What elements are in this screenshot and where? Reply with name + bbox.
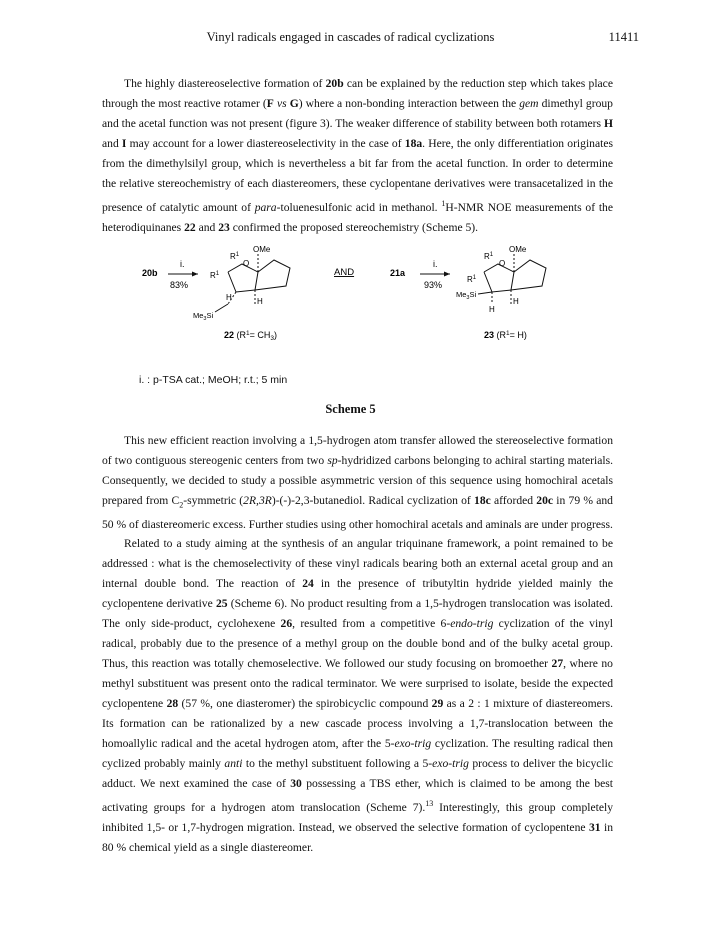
text-segment: . Here, the only differentiation originates from the dimethylsilyl group, which is nevertheless a bit far from the acetal function. In order to determine the relative stereochemistry of each diastereomers, these cyclopentane derivatives were transacetalized in the presence of catalytic amount of	[102, 137, 613, 214]
text-segment: exo-trig	[432, 757, 469, 770]
text-segment: )-(-)-2,3-butanediol. Radical cyclization of	[271, 494, 475, 507]
thf-ring	[228, 264, 258, 292]
text-segment: 28	[166, 697, 179, 710]
o-label: O	[243, 259, 250, 268]
text-segment: G	[289, 97, 299, 110]
h-left-label: H	[489, 305, 495, 314]
r1-left-label: $R^1$	[210, 271, 220, 280]
scheme-right	[390, 245, 546, 340]
text-segment: 25	[215, 597, 228, 610]
text-segment: and	[195, 220, 219, 234]
me3si-label: $Me_3Si$	[193, 311, 214, 322]
text-segment: can be explained by the reduction step which takes place through the most reactive rotamer (	[102, 77, 613, 110]
h-left-label: H	[226, 293, 232, 302]
scheme-title: Scheme 5	[325, 402, 376, 416]
text-segment: to the methyl substituent following a 5-	[242, 757, 433, 770]
text-segment: F	[266, 97, 274, 110]
text-segment: possessing a TBS ether, which is claimed to be among the best activating groups for a hydrogen atom translocation (Scheme 7).	[102, 777, 613, 814]
text-segment: cyclization. The resulting radical then cyclized probably mainly	[102, 737, 613, 770]
arrow-head-left	[192, 272, 198, 277]
paragraph-1	[102, 74, 613, 238]
compound-label-22: 22 $(R^1= CH_3)$	[224, 330, 278, 342]
text-segment: in the presence of tributyltin hydride yielded mainly the cyclopentene derivative	[102, 577, 614, 610]
reagent-label-left: i.	[180, 259, 185, 269]
text-segment: (Scheme 6). No product resulting from a 1,5-hydrogen translocation was isolated. The only side-product, cyclohexene	[102, 597, 613, 630]
text-segment: confirmed the proposed stereochemistry (Scheme 5).	[229, 220, 479, 234]
paragraph-2	[102, 431, 613, 535]
text-segment: vs	[276, 97, 287, 110]
text-segment: 31	[588, 820, 601, 834]
text-segment: 2R,3R	[243, 494, 272, 507]
text-segment: , resulted from a competitive 6-	[292, 617, 451, 630]
text-segment: 13	[425, 799, 434, 808]
text-segment: dimethyl group and the acetal function was not present (figure 3). The weaker difference of stability between both rotamers	[102, 97, 613, 130]
reactant-21a: 21a	[390, 268, 406, 278]
h-right-label: H	[257, 297, 263, 306]
text-segment: may account for a lower diastereoselectivity in the case of	[126, 137, 405, 150]
text-segment: The highly diastereoselective formation of	[124, 77, 326, 90]
text-segment: This new efficient reaction involving a 1,5-hydrogen atom transfer allowed the stereoselective formation of two contiguous stereogenic centers from two	[102, 434, 613, 467]
text-segment: cyclization of the vinyl radical, probably due to the presence of a methyl group on the double bond and of the bulky acetal group. Thus, this reaction was totally chemoselective. We followed our study focusing on bromoether	[102, 617, 614, 670]
text-segment: 24	[302, 577, 314, 590]
text-segment: I	[121, 137, 127, 150]
scheme-left	[142, 245, 290, 342]
text-segment: Interestingly, this group completely inhibited 1,5- or 1,7-hydrogen migration. Instead, we observed the selective formation of cyclopentene	[102, 800, 613, 834]
text-segment: -hydridized carbons belonging to achiral starting materials. Consequently, we decided to study a possible asymmetric version of this sequence using homochiral acetals prepared from C	[102, 454, 614, 507]
me3si-label: $Me_3Si$	[456, 290, 477, 301]
paragraph-3	[102, 534, 613, 858]
text-segment: Related to a study aiming at the synthesis of an angular triquinane framework, a point remained to be addressed : what is the chemoselectivity of these vinyl radicals bearing both an external acetal group and an internal double bond. The reaction of	[102, 537, 613, 590]
reagent-label-right: i.	[433, 259, 438, 269]
text-segment: anti	[224, 757, 243, 770]
molecule-23	[478, 254, 546, 304]
text-segment: 23	[218, 220, 230, 234]
text-segment: H-NMR NOE measurements of the heterodiquinanes	[102, 200, 613, 234]
yield-right: 93%	[424, 280, 443, 290]
running-title: Vinyl radicals engaged in cascades of radical cyclizations	[206, 30, 495, 44]
text-segment: ) where a non-bonding interaction between the	[298, 97, 520, 110]
text-segment: 18a	[404, 137, 423, 150]
and-label: AND	[334, 267, 355, 278]
text-segment: -toluenesulfonic acid in methanol.	[276, 200, 442, 214]
text-segment: as a 2 : 1 mixture of diastereomers. Its formation can be rationalized by a new cascade process involving a 1,7-translocation between the homoallylic radical and the acetal hydrogen atom, after the 5-	[102, 697, 614, 750]
page-number: 11411	[608, 30, 639, 44]
text-segment: 29	[431, 697, 444, 710]
text-segment: H	[603, 117, 613, 130]
yield-left: 83%	[170, 280, 189, 290]
reactant-20b: 20b	[142, 268, 158, 278]
text-segment: 22	[184, 220, 196, 234]
ome-label: OMe	[253, 245, 271, 254]
text-segment: 20b	[325, 77, 344, 90]
compound-label-23: 23 $(R^1= H)$	[484, 330, 527, 340]
molecule-22	[215, 254, 290, 312]
text-segment: 1	[441, 199, 446, 208]
cyclopentane-ring	[511, 260, 546, 290]
text-segment: para	[254, 200, 277, 214]
cyclopentane-ring	[255, 260, 290, 290]
page-header	[0, 30, 701, 50]
text-segment: 27	[551, 657, 564, 670]
scheme-svg	[0, 242, 701, 362]
si-bond	[215, 304, 228, 312]
text-segment: endo-trig	[450, 617, 494, 630]
r1-left-label: $R^1$	[467, 275, 477, 284]
h-right-label: H	[513, 297, 519, 306]
text-segment: -symmetric (	[183, 494, 244, 507]
text-segment: 30	[290, 777, 302, 790]
text-segment: gem	[519, 97, 539, 110]
scheme-5-figure	[0, 242, 701, 362]
text-segment: in 79 % and 50 % of diastereomeric excess. Further studies using other homochiral acetals and aminals are under progress.	[102, 494, 613, 532]
text-segment: and	[102, 137, 122, 150]
arrow-head-right	[444, 272, 450, 277]
text-segment: 18c	[474, 494, 491, 507]
text-segment: , where no methyl substituent was present onto the radical terminator. We were surprised to isolate, beside the expected cyclopentene	[102, 657, 613, 710]
text-segment: sp	[327, 454, 338, 467]
si-bond	[478, 292, 492, 294]
text-segment: exo-trig	[394, 737, 432, 750]
text-segment: 2	[179, 500, 184, 510]
text-segment: 26	[280, 617, 293, 630]
r1-top-label: $R^1$	[230, 252, 240, 261]
o-label: O	[499, 259, 506, 268]
text-segment: in 80 % chemical yield as a single diastereomer.	[102, 820, 613, 854]
text-segment: 20c	[536, 494, 554, 507]
r1-top-label: $R^1$	[484, 252, 494, 261]
text-segment: (57 %, one diasteromer) the spirobicyclic compound	[178, 697, 432, 710]
text-segment: afforded	[490, 494, 537, 507]
thf-ring	[484, 264, 514, 292]
scheme-footnote: i. : p-TSA cat.; MeOH; r.t.; 5 min	[139, 374, 288, 386]
text-segment: process to deliver the bicyclic adduct. We next examined the case of	[102, 757, 613, 790]
ome-label: OMe	[509, 245, 527, 254]
